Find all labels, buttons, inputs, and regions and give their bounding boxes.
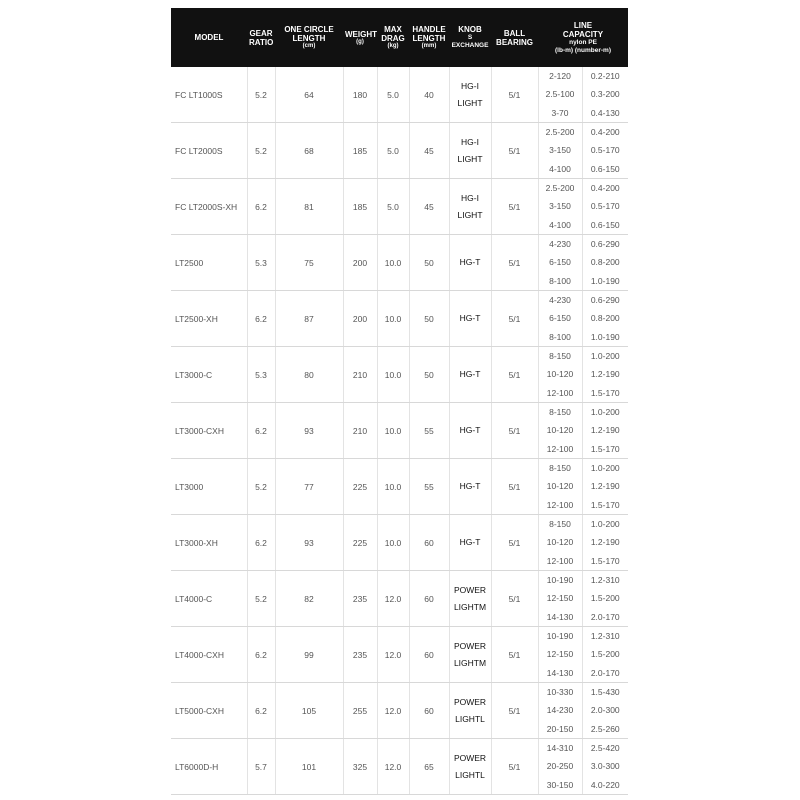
header-weight: WEIGHT (g) (343, 8, 377, 67)
cell-model: LT5000-CXH (171, 683, 247, 739)
cell-knob (449, 123, 491, 179)
cell-max-drag: 10.0 (377, 235, 409, 291)
cell-gear-ratio: 6.2 (247, 627, 275, 683)
capacity-value: 1.5-170 (590, 555, 620, 566)
capacity-value: 14-310 (546, 743, 574, 754)
capacity-value: 4-230 (549, 239, 571, 250)
cell-knob (449, 571, 491, 627)
header-gear-ratio: GEAR RATIO (247, 8, 275, 67)
capacity-value: 2.0-300 (590, 705, 620, 716)
cell-max-drag: 12.0 (377, 739, 409, 795)
table-row (171, 291, 628, 347)
cell-max-drag: 10.0 (377, 403, 409, 459)
capacity-value: 0.5-170 (590, 145, 620, 156)
capacity-value: 8-150 (549, 351, 571, 362)
cell-model: LT2500 (171, 235, 247, 291)
capacity-value: 8-100 (549, 275, 571, 286)
capacity-value: 1.5-170 (590, 387, 620, 398)
cell-pe-capacity (582, 627, 628, 683)
capacity-value: 4-230 (549, 295, 571, 306)
cell-knob (449, 403, 491, 459)
capacity-value: 4.0-220 (590, 779, 620, 790)
knob-text: POWER (453, 640, 487, 651)
capacity-value: 1.5-430 (590, 687, 620, 698)
cell-weight: 200 (343, 291, 377, 347)
capacity-value: 1.0-200 (590, 519, 620, 530)
table-row (171, 459, 628, 515)
capacity-value: 3-70 (551, 107, 569, 118)
knob-text: HG-T (459, 369, 481, 379)
cell-nylon-capacity (538, 571, 582, 627)
cell-weight: 255 (343, 683, 377, 739)
table-row (171, 627, 628, 683)
cell-gear-ratio: 6.2 (247, 179, 275, 235)
cell-handle-length: 60 (409, 515, 449, 571)
cell-max-drag: 10.0 (377, 459, 409, 515)
capacity-value: 0.6-150 (590, 219, 620, 230)
cell-weight: 235 (343, 627, 377, 683)
knob-text: HG-T (459, 425, 481, 435)
cell-weight: 210 (343, 403, 377, 459)
table-body (171, 67, 628, 795)
cell-ball-bearing: 5/1 (491, 179, 538, 235)
capacity-value: 1.2-190 (590, 481, 620, 492)
cell-ball-bearing: 5/1 (491, 347, 538, 403)
cell-model: LT4000-CXH (171, 627, 247, 683)
cell-nylon-capacity (538, 123, 582, 179)
cell-ball-bearing: 5/1 (491, 459, 538, 515)
capacity-value: 0.6-290 (590, 295, 620, 306)
cell-nylon-capacity (538, 683, 582, 739)
table-row (171, 67, 628, 123)
cell-pe-capacity (582, 347, 628, 403)
cell-ball-bearing: 5/1 (491, 67, 538, 123)
table-row (171, 347, 628, 403)
cell-handle-length: 50 (409, 347, 449, 403)
cell-gear-ratio: 5.7 (247, 739, 275, 795)
capacity-value: 10-330 (546, 687, 574, 698)
capacity-value: 8-150 (549, 519, 571, 530)
capacity-value: 3-150 (549, 145, 571, 156)
spec-table (171, 8, 628, 795)
cell-handle-length: 40 (409, 67, 449, 123)
capacity-value: 1.2-190 (590, 425, 620, 436)
cell-pe-capacity (582, 123, 628, 179)
cell-handle-length: 50 (409, 291, 449, 347)
capacity-value: 2.5-200 (545, 127, 575, 138)
cell-pe-capacity (582, 571, 628, 627)
knob-text: POWER (453, 584, 487, 595)
capacity-value: 0.4-200 (590, 183, 620, 194)
knob-text: HG-T (459, 537, 481, 547)
cell-pe-capacity (582, 291, 628, 347)
capacity-value: 2.5-100 (545, 89, 575, 100)
cell-nylon-capacity (538, 179, 582, 235)
capacity-value: 0.6-150 (590, 163, 620, 174)
capacity-value: 12-100 (546, 499, 574, 510)
cell-max-drag: 12.0 (377, 627, 409, 683)
cell-weight: 225 (343, 515, 377, 571)
cell-weight: 210 (343, 347, 377, 403)
capacity-value: 8-150 (549, 407, 571, 418)
capacity-value: 12-100 (546, 387, 574, 398)
cell-gear-ratio: 5.2 (247, 459, 275, 515)
cell-gear-ratio: 5.2 (247, 571, 275, 627)
knob-text: LIGHTM (453, 601, 487, 612)
capacity-value: 2.5-420 (590, 743, 620, 754)
capacity-value: 0.8-200 (590, 313, 620, 324)
cell-nylon-capacity (538, 235, 582, 291)
cell-nylon-capacity (538, 291, 582, 347)
capacity-value: 1.2-310 (590, 631, 620, 642)
cell-max-drag: 10.0 (377, 347, 409, 403)
cell-pe-capacity (582, 67, 628, 123)
cell-circle-length: 64 (275, 67, 343, 123)
capacity-value: 0.5-170 (590, 201, 620, 212)
table-row (171, 235, 628, 291)
cell-nylon-capacity (538, 459, 582, 515)
cell-max-drag: 10.0 (377, 291, 409, 347)
cell-handle-length: 45 (409, 179, 449, 235)
table-row (171, 683, 628, 739)
capacity-value: 14-130 (546, 611, 574, 622)
cell-circle-length: 68 (275, 123, 343, 179)
cell-max-drag: 5.0 (377, 67, 409, 123)
header-ball-bearing: BALL BEARING (491, 8, 538, 67)
cell-circle-length: 75 (275, 235, 343, 291)
cell-circle-length: 81 (275, 179, 343, 235)
capacity-value: 10-120 (546, 537, 574, 548)
cell-gear-ratio: 5.3 (247, 235, 275, 291)
cell-handle-length: 60 (409, 683, 449, 739)
cell-circle-length: 101 (275, 739, 343, 795)
cell-model: LT3000 (171, 459, 247, 515)
knob-text: LIGHTL (455, 769, 485, 780)
capacity-value: 14-230 (546, 705, 574, 716)
knob-text: HG-I (461, 80, 479, 91)
knob-text: HG-I (461, 136, 479, 147)
capacity-value: 1.0-200 (590, 351, 620, 362)
capacity-value: 10-120 (546, 369, 574, 380)
capacity-value: 1.2-190 (590, 537, 620, 548)
capacity-value: 20-150 (546, 723, 574, 734)
cell-model: FC LT2000S-XH (171, 179, 247, 235)
cell-handle-length: 45 (409, 123, 449, 179)
cell-gear-ratio: 6.2 (247, 515, 275, 571)
cell-ball-bearing: 5/1 (491, 571, 538, 627)
cell-model: LT6000D-H (171, 739, 247, 795)
knob-text: LIGHTL (455, 713, 485, 724)
capacity-value: 10-190 (546, 631, 574, 642)
cell-gear-ratio: 6.2 (247, 683, 275, 739)
cell-model: LT3000-XH (171, 515, 247, 571)
cell-knob (449, 179, 491, 235)
capacity-value: 8-150 (549, 463, 571, 474)
capacity-value: 1.2-310 (590, 575, 620, 586)
cell-handle-length: 55 (409, 459, 449, 515)
knob-text: LIGHT (457, 209, 483, 220)
cell-pe-capacity (582, 683, 628, 739)
table-header (171, 8, 628, 67)
cell-weight: 185 (343, 123, 377, 179)
cell-nylon-capacity (538, 403, 582, 459)
capacity-value: 1.5-170 (590, 499, 620, 510)
capacity-value: 1.5-200 (590, 649, 620, 660)
cell-nylon-capacity (538, 515, 582, 571)
capacity-value: 2.5-200 (545, 183, 575, 194)
cell-gear-ratio: 6.2 (247, 291, 275, 347)
capacity-value: 1.5-170 (590, 443, 620, 454)
capacity-value: 2-120 (549, 71, 571, 82)
capacity-value: 4-100 (549, 163, 571, 174)
cell-pe-capacity (582, 235, 628, 291)
cell-max-drag: 5.0 (377, 179, 409, 235)
cell-weight: 180 (343, 67, 377, 123)
header-model: MODEL (171, 8, 247, 67)
cell-pe-capacity (582, 459, 628, 515)
cell-ball-bearing: 5/1 (491, 683, 538, 739)
cell-circle-length: 93 (275, 515, 343, 571)
cell-gear-ratio: 5.3 (247, 347, 275, 403)
capacity-value: 1.0-200 (590, 407, 620, 418)
capacity-value: 1.5-200 (590, 593, 620, 604)
header-handle-length: HANDLE LENGTH (mm) (409, 8, 449, 67)
cell-pe-capacity (582, 403, 628, 459)
knob-text: HG-T (459, 257, 481, 267)
cell-handle-length: 50 (409, 235, 449, 291)
cell-ball-bearing: 5/1 (491, 627, 538, 683)
capacity-value: 12-100 (546, 443, 574, 454)
cell-handle-length: 65 (409, 739, 449, 795)
cell-model: LT3000-C (171, 347, 247, 403)
table-row (171, 571, 628, 627)
knob-text: POWER (453, 752, 487, 763)
cell-knob (449, 627, 491, 683)
cell-ball-bearing: 5/1 (491, 739, 538, 795)
cell-gear-ratio: 5.2 (247, 123, 275, 179)
cell-circle-length: 99 (275, 627, 343, 683)
cell-knob (449, 347, 491, 403)
capacity-value: 10-190 (546, 575, 574, 586)
capacity-value: 3.0-300 (590, 761, 620, 772)
cell-handle-length: 60 (409, 571, 449, 627)
cell-knob (449, 459, 491, 515)
capacity-value: 6-150 (549, 257, 571, 268)
cell-ball-bearing: 5/1 (491, 291, 538, 347)
capacity-value: 0.3-200 (590, 89, 620, 100)
capacity-value: 6-150 (549, 313, 571, 324)
header-circle-length: ONE CIRCLE LENGTH (cm) (275, 8, 343, 67)
cell-ball-bearing: 5/1 (491, 515, 538, 571)
capacity-value: 4-100 (549, 219, 571, 230)
capacity-value: 12-150 (546, 649, 574, 660)
knob-text: POWER (453, 696, 487, 707)
capacity-value: 0.6-290 (590, 239, 620, 250)
knob-text: HG-T (459, 313, 481, 323)
cell-ball-bearing: 5/1 (491, 123, 538, 179)
cell-circle-length: 87 (275, 291, 343, 347)
table-row (171, 123, 628, 179)
capacity-value: 1.0-190 (590, 331, 620, 342)
capacity-value: 10-120 (546, 481, 574, 492)
table-row (171, 179, 628, 235)
cell-nylon-capacity (538, 739, 582, 795)
cell-ball-bearing: 5/1 (491, 403, 538, 459)
capacity-value: 12-100 (546, 555, 574, 566)
capacity-value: 20-250 (546, 761, 574, 772)
cell-nylon-capacity (538, 347, 582, 403)
cell-max-drag: 5.0 (377, 123, 409, 179)
capacity-value: 0.8-200 (590, 257, 620, 268)
header-max-drag: MAX DRAG (kg) (377, 8, 409, 67)
capacity-value: 12-150 (546, 593, 574, 604)
capacity-value: 0.4-200 (590, 127, 620, 138)
cell-knob (449, 235, 491, 291)
capacity-value: 1.0-200 (590, 463, 620, 474)
cell-model: LT4000-C (171, 571, 247, 627)
cell-gear-ratio: 6.2 (247, 403, 275, 459)
cell-max-drag: 12.0 (377, 571, 409, 627)
capacity-value: 0.2-210 (590, 71, 620, 82)
capacity-value: 2.0-170 (590, 611, 620, 622)
cell-nylon-capacity (538, 627, 582, 683)
cell-weight: 325 (343, 739, 377, 795)
cell-nylon-capacity (538, 67, 582, 123)
cell-model: LT3000-CXH (171, 403, 247, 459)
cell-pe-capacity (582, 515, 628, 571)
cell-knob (449, 67, 491, 123)
cell-pe-capacity (582, 179, 628, 235)
cell-knob (449, 683, 491, 739)
cell-circle-length: 82 (275, 571, 343, 627)
cell-knob (449, 515, 491, 571)
cell-handle-length: 55 (409, 403, 449, 459)
knob-text: HG-T (459, 481, 481, 491)
knob-text: LIGHTM (453, 657, 487, 668)
cell-weight: 225 (343, 459, 377, 515)
knob-text: LIGHT (457, 153, 483, 164)
cell-ball-bearing: 5/1 (491, 235, 538, 291)
table-row (171, 515, 628, 571)
cell-circle-length: 80 (275, 347, 343, 403)
table-row (171, 403, 628, 459)
cell-pe-capacity (582, 739, 628, 795)
capacity-value: 2.5-260 (590, 723, 620, 734)
knob-text: LIGHT (457, 97, 483, 108)
cell-max-drag: 10.0 (377, 515, 409, 571)
capacity-value: 1.2-190 (590, 369, 620, 380)
table-row (171, 739, 628, 795)
cell-circle-length: 77 (275, 459, 343, 515)
cell-model: LT2500-XH (171, 291, 247, 347)
header-knob: KNOB S EXCHANGE (449, 8, 491, 67)
cell-weight: 200 (343, 235, 377, 291)
capacity-value: 14-130 (546, 667, 574, 678)
capacity-value: 1.0-190 (590, 275, 620, 286)
capacity-value: 10-120 (546, 425, 574, 436)
cell-model: FC LT2000S (171, 123, 247, 179)
capacity-value: 3-150 (549, 201, 571, 212)
cell-knob (449, 291, 491, 347)
cell-circle-length: 105 (275, 683, 343, 739)
cell-model: FC LT1000S (171, 67, 247, 123)
cell-circle-length: 93 (275, 403, 343, 459)
capacity-value: 2.0-170 (590, 667, 620, 678)
cell-handle-length: 60 (409, 627, 449, 683)
cell-weight: 185 (343, 179, 377, 235)
cell-gear-ratio: 5.2 (247, 67, 275, 123)
capacity-value: 30-150 (546, 779, 574, 790)
header-line-capacity: LINE CAPACITY nylon PE (lb-m) (number-m) (538, 8, 628, 67)
cell-knob (449, 739, 491, 795)
cell-weight: 235 (343, 571, 377, 627)
capacity-value: 0.4-130 (590, 107, 620, 118)
capacity-value: 8-100 (549, 331, 571, 342)
cell-max-drag: 12.0 (377, 683, 409, 739)
knob-text: HG-I (461, 192, 479, 203)
